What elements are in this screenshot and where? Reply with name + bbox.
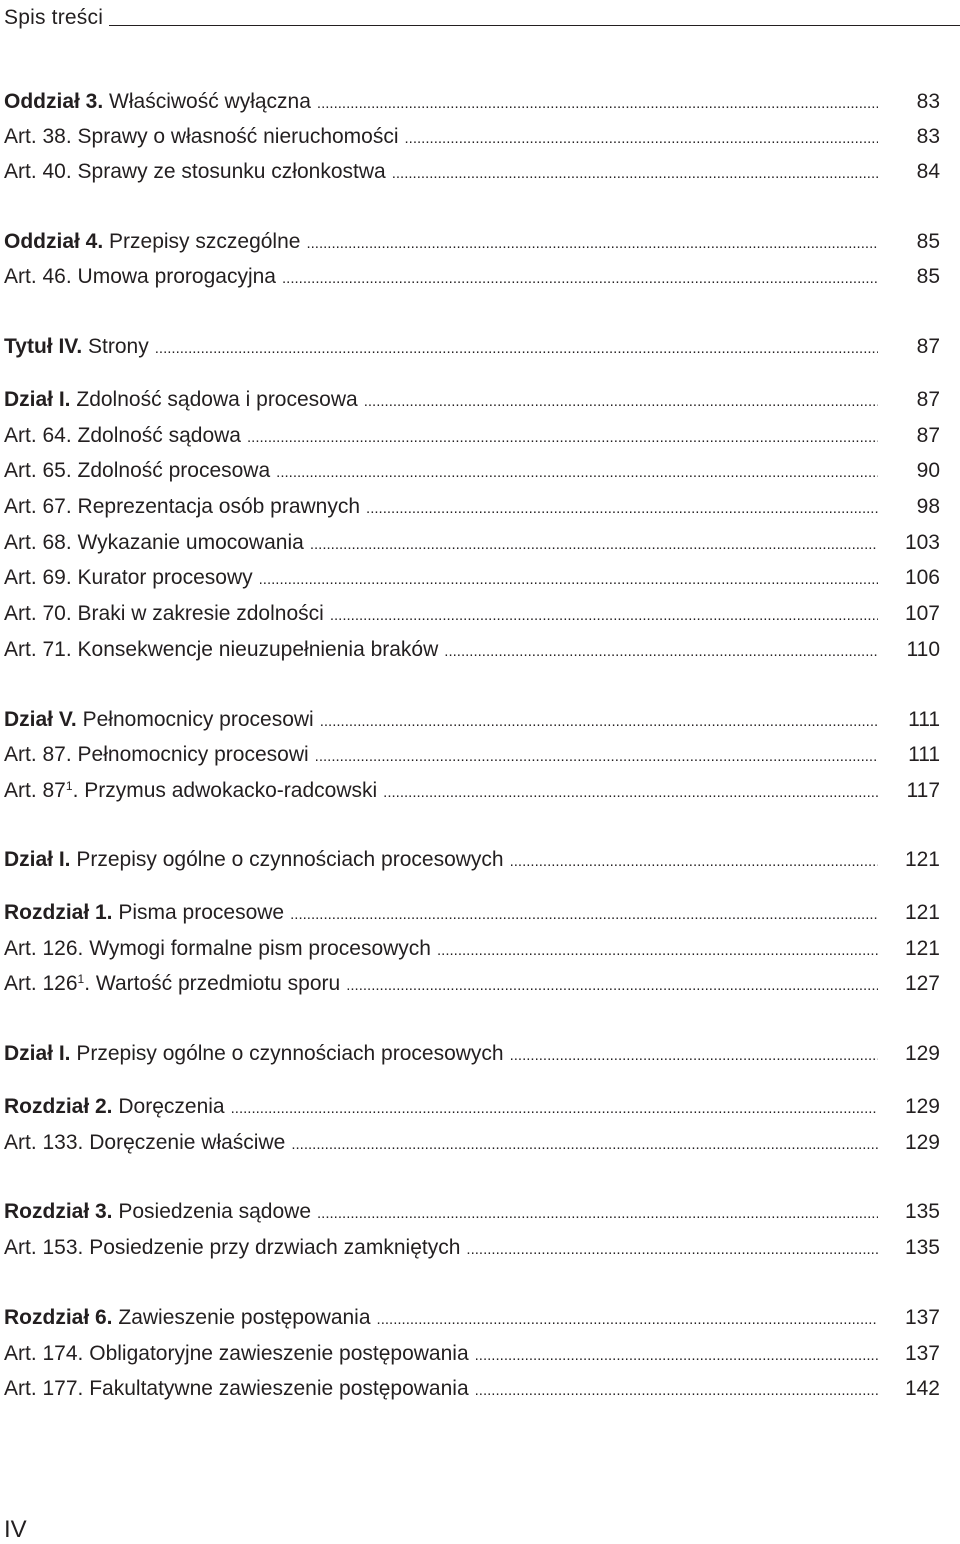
entry-label: Art. 126. [4,937,84,960]
entry-label: Rozdział 1. [4,901,113,924]
entry-title: Umowa prorogacyjna [77,265,276,288]
toc-entry[interactable]: Art. $126^1$. Wartość przedmiotu sporu ..... 127 [4,970,960,998]
entry-label: Rozdział 2. [4,1095,113,1118]
entry-page-number: 90 [916,459,940,482]
entry-page-number: 87 [916,335,940,358]
toc-entry[interactable] [4,935,960,963]
entry-page-number: 129 [904,1042,940,1065]
entry-page-number: 83 [916,125,940,148]
entry-label: Dział V. [4,708,77,731]
entry-label: Art. 38. [4,125,72,148]
toc-entry[interactable] [4,1340,960,1368]
entry-title: Konsekwencje nieuzupełnienia braków [77,638,439,661]
entry-title: Pełnomocnicy procesowi [77,743,309,766]
dot-leader [317,1198,878,1226]
toc-entry[interactable] [4,1129,960,1157]
entry-page-number: 121 [904,937,940,960]
entry-title: Wykazanie umocowania [77,531,304,554]
toc-entry[interactable] [4,899,960,927]
entry-title: Przepisy ogólne o czynnościach procesowych [76,848,504,871]
entry-label: Art. 87 [4,779,66,802]
toc-entry[interactable] [4,529,960,557]
entry-page-number: 135 [904,1236,940,1259]
entry-title: Sprawy o własność nieruchomości [77,125,399,148]
dot-leader [330,600,878,628]
dot-leader [392,158,878,186]
entry-page-number: 117 [906,779,940,802]
table-of-contents [4,0,960,1460]
entry-label: Art. 153. [4,1236,84,1259]
page-folio: IV [4,1516,27,1543]
entry-label: Art. 133. [4,1131,84,1154]
dot-leader [475,1340,878,1368]
entry-page-number: 137 [904,1342,940,1365]
entry-page-number: 121 [904,848,940,871]
toc-entry[interactable] [4,741,960,769]
dot-leader [466,1234,878,1262]
entry-label: Dział I. [4,848,71,871]
dot-leader [475,1375,878,1403]
dot-leader [315,741,878,769]
dot-leader [510,846,878,874]
entry-title: Strony [88,335,149,358]
entry-page-number: 129 [904,1095,940,1118]
dot-leader [405,123,878,151]
entry-title: Przymus adwokacko-radcowski [84,779,378,802]
dot-leader [510,1040,878,1068]
entry-title: Zdolność procesowa [77,459,271,482]
dot-leader [383,777,878,805]
dot-leader [317,88,878,116]
toc-entry[interactable] [4,1375,960,1403]
entry-page-number: 121 [904,901,940,924]
dot-leader [231,1093,878,1121]
toc-entry[interactable] [4,263,960,291]
entry-title: Doręczenia [118,1095,225,1118]
entry-title: Pełnomocnicy procesowi [82,708,314,731]
dot-leader [276,457,878,485]
dot-leader [377,1304,878,1332]
toc-entry[interactable] [4,228,960,256]
dot-leader [247,422,878,450]
dot-leader [364,386,878,414]
entry-title: Przepisy ogólne o czynnościach procesowych [76,1042,504,1065]
running-header-title: Spis treści [4,6,104,29]
entry-page-number: 85 [916,265,940,288]
toc-entry[interactable] [4,88,960,116]
entry-page-number: 129 [904,1131,940,1154]
dot-leader [346,970,878,998]
entry-title: Przepisy szczególne [109,230,301,253]
toc-entry[interactable] [4,1234,960,1262]
toc-entry[interactable] [4,1198,960,1226]
toc-entry[interactable] [4,422,960,450]
entry-page-number: 84 [916,160,940,183]
entry-title: Sprawy ze stosunku członkostwa [77,160,386,183]
entry-title: Pisma procesowe [118,901,285,924]
toc-entry[interactable] [4,846,960,874]
toc-entry[interactable] [4,158,960,186]
entry-page-number: 127 [904,972,940,995]
toc-entry[interactable]: Art. $87^1$. Przymus adwokacko-radcowski ..... 117 [4,777,960,805]
entry-title: Zdolność sądowa i procesowa [76,388,358,411]
entry-page-number: 87 [916,388,940,411]
entry-label: Dział I. [4,1042,71,1065]
toc-entry[interactable] [4,386,960,414]
entry-label: Art. 65. [4,459,72,482]
dot-leader [366,493,878,521]
toc-entry[interactable] [4,706,960,734]
entry-label: Art. 87. [4,743,72,766]
entry-page-number: 98 [916,495,940,518]
dot-leader [444,636,878,664]
entry-page-number: 103 [904,531,940,554]
entry-page-number: 111 [908,743,940,766]
entry-label: Rozdział 6. [4,1306,113,1329]
entry-label: Dział I. [4,388,71,411]
entry-title: Kurator procesowy [77,566,253,589]
entry-title: Fakultatywne zawieszenie postępowania [89,1377,469,1400]
entry-title: Zdolność sądowa [77,424,241,447]
entry-title: Wartość przedmiotu sporu [95,972,341,995]
entry-page-number: 135 [904,1200,940,1223]
entry-title: Posiedzenia sądowe [118,1200,312,1223]
entry-title: Obligatoryjne zawieszenie postępowania [89,1342,469,1365]
entry-title: Braki w zakresie zdolności [77,602,324,625]
entry-title: Właściwość wyłączna [109,90,311,113]
toc-entry[interactable] [4,636,960,664]
toc-entry[interactable] [4,457,960,485]
entry-label: Art. 64. [4,424,72,447]
entry-page-number: 85 [916,230,940,253]
entry-page-number: 83 [916,90,940,113]
dot-leader [437,935,878,963]
dot-leader [291,1129,878,1157]
toc-entry[interactable] [4,1304,960,1332]
entry-label: Oddział 4. [4,230,104,253]
entry-label: Art. 174. [4,1342,84,1365]
entry-label-superscript: 1 [77,972,85,986]
entry-title: Posiedzenie przy drzwiach zamkniętych [89,1236,461,1259]
entry-page-number: 106 [904,566,940,589]
entry-label: Rozdział 3. [4,1200,113,1223]
entry-title: Reprezentacja osób prawnych [77,495,361,518]
toc-entry[interactable] [4,1040,960,1068]
dot-leader [306,228,878,256]
toc-entry[interactable] [4,123,960,151]
dot-leader [155,333,878,361]
entry-label: Art. 46. [4,265,72,288]
entry-title: Zawieszenie postępowania [118,1306,371,1329]
entry-page-number: 137 [904,1306,940,1329]
dot-leader [320,706,878,734]
entry-label: Art. 69. [4,566,72,589]
entry-label: Art. 70. [4,602,72,625]
dot-leader [282,263,878,291]
entry-label: Art. 68. [4,531,72,554]
entry-page-number: 111 [908,708,940,731]
entry-label: Tytuł IV. [4,335,83,358]
dot-leader [310,529,878,557]
entry-title: Wymogi formalne pism procesowych [89,937,431,960]
entry-page-number: 142 [904,1377,940,1400]
entry-label: Art. 177. [4,1377,84,1400]
entry-label: Oddział 3. [4,90,104,113]
dot-leader [259,564,878,592]
entry-page-number: 110 [906,638,940,661]
entry-label: Art. 126 [4,972,78,995]
entry-label: Art. 67. [4,495,72,518]
dot-leader [290,899,878,927]
entry-label-superscript: 1 [65,779,73,793]
entry-title: Doręczenie właściwe [89,1131,286,1154]
toc-entry[interactable] [4,493,960,521]
entry-label: Art. 40. [4,160,72,183]
entry-label: Art. 71. [4,638,72,661]
toc-entry[interactable] [4,600,960,628]
toc-entry[interactable] [4,333,960,361]
entry-page-number: 87 [916,424,940,447]
entry-page-number: 107 [904,602,940,625]
toc-entry[interactable] [4,564,960,592]
toc-entry[interactable] [4,1093,960,1121]
